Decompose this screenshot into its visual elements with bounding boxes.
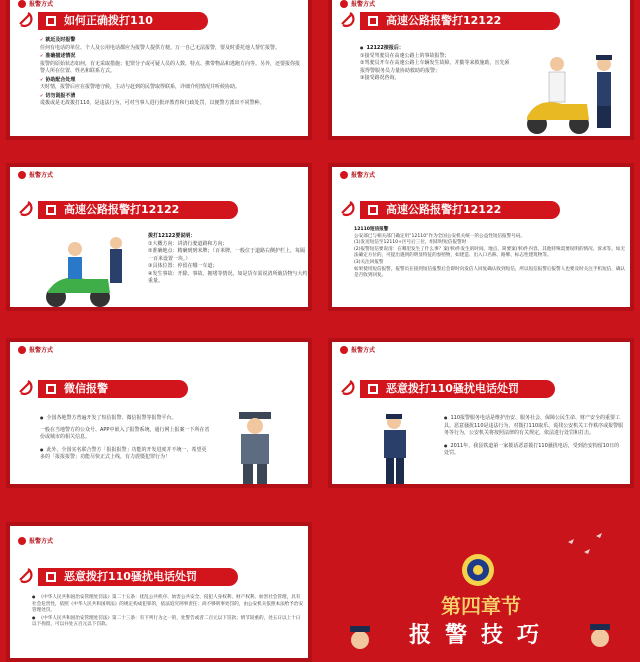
slide-title: 高速公路报警打12122 — [360, 12, 560, 30]
slide-tag: 报警方式 — [18, 170, 53, 179]
slide-title: 恶意拨打110骚扰电话处罚 — [38, 568, 238, 586]
police-badge-icon — [18, 171, 26, 179]
slide-6[interactable] — [328, 338, 634, 488]
hammer-sickle-icon — [16, 378, 36, 398]
slide-5[interactable] — [6, 338, 312, 488]
hammer-sickle-icon — [338, 378, 358, 398]
hammer-sickle-icon — [16, 199, 36, 219]
slide-body: 拨打12122要说明： ①大概方向：讲清行驶道路和方向； ②准确地点：精确到到米牌；（百米牌，一般位于道路右侧护栏上，每隔一百米设置一块。） ③具体位置：停留在哪一车道； ④发生事故：开除、事故、拥堵等情况，如是货车需说清所载货物与大约重量。 — [148, 233, 308, 284]
slide-tag: 报警方式 — [18, 0, 53, 8]
hammer-sickle-icon — [338, 199, 358, 219]
slide-title: 如何正确拨打110 — [38, 12, 208, 30]
slide-body: ● 12122接报后： ①接受驾驶员在高速公路上的事故报警； ②驾驶员开车在高速公路上车辆发生故障，并勤等来救施助，且先须报得警服务员力量协助救助的报警； ③接受路况咨询。 — [360, 44, 510, 83]
chapter-number: 第四章节 — [441, 594, 521, 618]
slide-body: ● 《中华人民共和国治安管理处罚法》第二十五条：扰乱公共秩序、妨害公共安全、侵犯人身权利、财产权利、妨害社会管理，具有社会危害性，依照《中华人民共和国刑法》的规定构成犯罪的，依法追究刑事责任；尚不够刑事处罚的，由公安机关依照本法给予治安管理处罚。 ● 《中华人民共和国治安管理处罚法》第二十三条：有下列行为之一的，处警告或者二百元以下罚款；情节较重的，处五日以上十日以下拘留，可以并处五百元以下罚款。 — [32, 594, 304, 629]
hammer-sickle-icon — [16, 10, 36, 30]
slide-4[interactable] — [328, 163, 634, 311]
scooter-rider-illustration — [40, 235, 130, 310]
police-badge-icon — [18, 0, 26, 8]
police-officer-illustration — [225, 404, 285, 488]
police-badge-icon — [340, 346, 348, 354]
chapter-heading: 报警技巧 — [408, 623, 553, 648]
hammer-sickle-icon — [338, 10, 358, 30]
police-badge-icon — [340, 171, 348, 179]
slide-tag: 报警方式 — [340, 0, 375, 8]
slide-title: 恶意拨打110骚扰电话处罚 — [360, 380, 555, 398]
slide-body: ● 110报警服务电话是维护治安、服务社会、保障公民生命、财产安全的重要工具。恶意骚扰110是违法行为，对拨打110取乐、谎找公安机关工作秩序或报警服务等行为，公安机关将按照法律的有关规定，依法进行处罚和打击。 ● 2011年，我县铁道第一家拨话恶意拨打110骚扰电话，受到治安拘留10日的处罚。 — [444, 414, 624, 458]
police-badge-icon — [18, 537, 26, 545]
slide-body: 12110短信报警 公安部已与相关部门确定用“12110”作为全国公安机关统一的公益性短信报警号码。 (1)发送短信至12110+区号后三位，组即时短信报警时 (2)报警短信要说清：在哪里发生了什么事？案(事)件发生的时间、地点、简要案(事)件内容、其他特殊需要说明的情况、诉求等。如无法确定方位的，可提出遇到的明显特征的参照物，如建造、出入口名称、路牌、标志性建筑物等。 (3)关注回报警 如果使用短信报警，报警员在接到短信报警后会即时向发信人回复确认收到短信，所以短信报警后报警人也要及时关注手机短信，确认是否收到回复。 — [354, 227, 626, 279]
slide-tag: 报警方式 — [18, 536, 53, 545]
hammer-sickle-icon — [16, 566, 36, 586]
slide-2[interactable] — [328, 0, 634, 140]
slide-tag: 报警方式 — [340, 345, 375, 354]
slide-8[interactable] — [328, 522, 634, 662]
slide-title: 高速公路报警打12122 — [38, 201, 238, 219]
police-badge-icon — [340, 0, 348, 8]
slide-title: 高速公路报警打12122 — [360, 201, 560, 219]
scooter-police-illustration — [517, 42, 627, 137]
slide-tag: 报警方式 — [340, 170, 375, 179]
slide-tag: 报警方式 — [18, 345, 53, 354]
slide-1[interactable] — [6, 0, 312, 140]
slide-body: ● 全国各地警方普遍开发了短信报警、微信报警等报警平台。 一般在当地警方的公众号、APP中嵌入了报警系统，通行网上报案一下所在省份或城市的相关信息。 ● 此外，全国实名联合警方「报报报警」功能的开发进度并不统一，希望更多的「报报报警」功能尽快正式上线，有力震慑犯罪行为！ — [40, 414, 210, 462]
slide-title: 微信报警 — [38, 380, 188, 398]
police-officer-phone-illustration — [372, 412, 412, 488]
slide-7[interactable] — [6, 522, 312, 662]
slide-3[interactable] — [6, 163, 312, 311]
police-badge-icon — [18, 346, 26, 354]
slide-body: ✔ 就近及时报警 任何有电话的单位、个人及公用电话都应为报警人提供方便。万一自己无法报警，要及时委托他人帮忙报警。 ✔ 准确描述情况 报警的原始状态如何，有无采取措施；犯罪分子或可疑人员的人数、特点、携带物品和逃跑方向等。另外，还要报你报警人所在位置、姓名和联系方式。 ✔ 协助配合处理 天时情，报警后应在报警地守候，主动与赶到的民警取得联系，详细介绍情况并听候协助。 ✔ 切勿谎报不清 谎拨或是无故拨打110，是违法行为，可对当事人进行批评教育和行政处罚，以便警方派出不同警种。 — [40, 36, 302, 108]
